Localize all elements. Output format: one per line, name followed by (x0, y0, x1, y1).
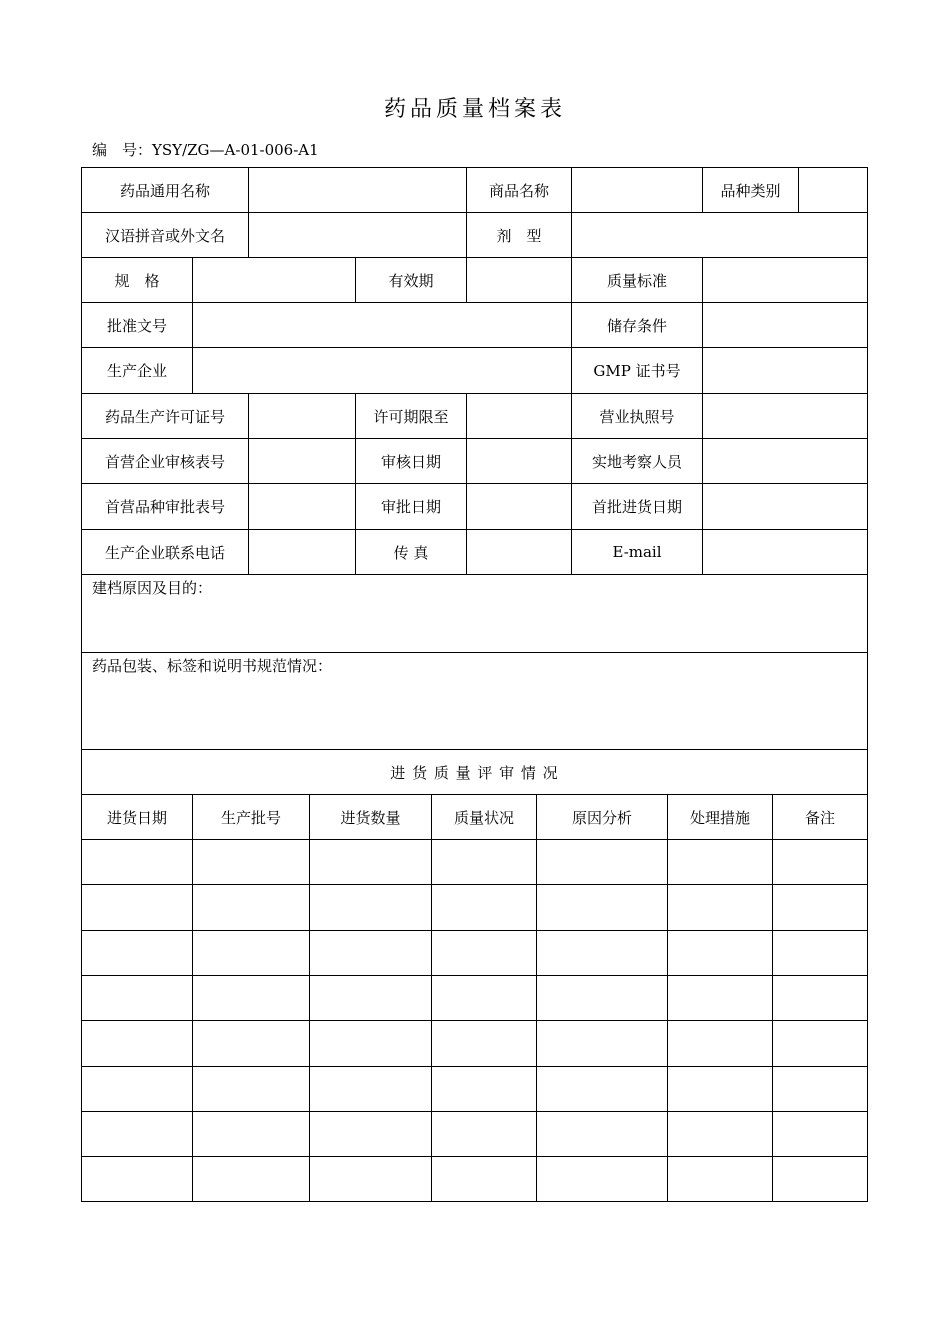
review-column-header: 处理措施 (689, 808, 750, 827)
review-column-header: 进货数量 (340, 808, 401, 827)
review-cell[interactable] (432, 840, 536, 884)
review-cell[interactable] (193, 1157, 309, 1201)
label-first-variety-approval-no: 首营品种审批表号 (104, 497, 225, 516)
field-variety-category[interactable] (799, 168, 867, 212)
field-review-date[interactable] (467, 439, 571, 483)
review-cell[interactable] (773, 931, 867, 975)
review-cell[interactable] (537, 1021, 667, 1066)
review-cell[interactable] (82, 840, 192, 884)
review-column-header: 质量状况 (453, 808, 514, 827)
review-cell[interactable] (310, 1157, 431, 1201)
review-cell[interactable] (432, 1112, 536, 1156)
label-variety-category: 品种类别 (720, 181, 781, 200)
document-number: 编 号：YSY/ZG—A-01-006-A1 (92, 141, 319, 159)
label-fax: 传 真 (393, 543, 429, 562)
field-trade-name[interactable] (572, 168, 702, 212)
review-cell[interactable] (537, 1067, 667, 1111)
review-cell[interactable] (537, 1157, 667, 1201)
review-column-header: 备注 (804, 808, 835, 827)
label-onsite-inspector: 实地考察人员 (591, 452, 682, 471)
review-cell[interactable] (537, 976, 667, 1020)
review-column-header: 原因分析 (571, 808, 632, 827)
review-cell[interactable] (82, 885, 192, 930)
review-cell[interactable] (432, 885, 536, 930)
label-packaging: 药品包装、标签和说明书规范情况： (92, 657, 333, 675)
label-approval-date: 审批日期 (380, 497, 441, 516)
review-cell[interactable] (432, 931, 536, 975)
review-cell[interactable] (310, 931, 431, 975)
review-cell[interactable] (668, 840, 772, 884)
grid-line (81, 1201, 868, 1202)
review-cell[interactable] (310, 885, 431, 930)
field-first-purchase-date[interactable] (703, 484, 867, 528)
review-cell[interactable] (82, 1067, 192, 1111)
review-cell[interactable] (668, 1067, 772, 1111)
field-email[interactable] (703, 530, 867, 574)
review-cell[interactable] (193, 1021, 309, 1066)
field-production-license-no[interactable] (249, 394, 355, 438)
review-cell[interactable] (310, 1067, 431, 1111)
label-pinyin-foreign-name: 汉语拼音或外文名 (104, 226, 225, 245)
label-gmp-cert-no: GMP 证书号 (593, 361, 681, 380)
label-email: E-mail (612, 543, 662, 561)
label-manufacturer: 生产企业 (106, 361, 167, 380)
label-manufacturer-phone: 生产企业联系电话 (104, 543, 225, 562)
review-cell[interactable] (82, 1157, 192, 1201)
review-cell[interactable] (668, 885, 772, 930)
review-cell[interactable] (432, 976, 536, 1020)
review-cell[interactable] (668, 931, 772, 975)
review-cell[interactable] (193, 1112, 309, 1156)
field-generic-name[interactable] (249, 168, 466, 212)
document-title: 药品质量档案表 (383, 97, 566, 122)
review-cell[interactable] (82, 1112, 192, 1156)
label-quality-standard: 质量标准 (606, 271, 667, 290)
review-column-header: 生产批号 (220, 808, 281, 827)
review-cell[interactable] (193, 976, 309, 1020)
label-production-license-no: 药品生产许可证号 (104, 407, 225, 426)
field-dosage-form[interactable] (572, 213, 867, 257)
field-quality-standard[interactable] (703, 258, 867, 302)
review-cell[interactable] (82, 1021, 192, 1066)
review-cell[interactable] (310, 976, 431, 1020)
field-pinyin-foreign-name[interactable] (249, 213, 466, 257)
review-cell[interactable] (310, 840, 431, 884)
review-cell[interactable] (537, 840, 667, 884)
review-cell[interactable] (432, 1021, 536, 1066)
review-cell[interactable] (773, 840, 867, 884)
review-cell[interactable] (668, 1112, 772, 1156)
label-business-license-no: 营业执照号 (599, 407, 675, 426)
review-cell[interactable] (773, 1021, 867, 1066)
review-cell[interactable] (432, 1067, 536, 1111)
label-storage-conditions: 储存条件 (606, 316, 667, 335)
field-onsite-inspector[interactable] (703, 439, 867, 483)
review-cell[interactable] (537, 931, 667, 975)
review-cell[interactable] (668, 1157, 772, 1201)
review-cell[interactable] (773, 1067, 867, 1111)
label-specification: 规 格 (114, 271, 160, 290)
review-cell[interactable] (773, 1157, 867, 1201)
label-first-enterprise-review-no: 首营企业审核表号 (104, 452, 225, 471)
grid-line (867, 167, 868, 1202)
field-manufacturer[interactable] (193, 348, 571, 392)
review-cell[interactable] (432, 1157, 536, 1201)
label-dosage-form: 剂 型 (496, 226, 542, 245)
label-license-valid-until: 许可期限至 (373, 407, 449, 426)
field-first-variety-approval-no[interactable] (249, 484, 355, 528)
field-approval-number[interactable] (193, 303, 571, 347)
label-purpose: 建档原因及目的： (92, 579, 213, 597)
review-column-header: 进货日期 (106, 808, 167, 827)
review-cell[interactable] (193, 1067, 309, 1111)
field-business-license-no[interactable] (703, 394, 867, 438)
review-cell[interactable] (193, 885, 309, 930)
review-cell[interactable] (310, 1021, 431, 1066)
review-cell[interactable] (668, 976, 772, 1020)
field-approval-date[interactable] (467, 484, 571, 528)
review-section-title: 进 货 质 量 评 审 情 况 (390, 763, 559, 782)
review-cell[interactable] (82, 976, 192, 1020)
label-trade-name: 商品名称 (488, 181, 549, 200)
field-gmp-cert-no[interactable] (703, 348, 867, 392)
review-cell[interactable] (193, 931, 309, 975)
field-storage-conditions[interactable] (703, 303, 867, 347)
field-fax[interactable] (467, 530, 571, 574)
field-specification[interactable] (193, 258, 355, 302)
review-cell[interactable] (82, 931, 192, 975)
review-cell[interactable] (537, 885, 667, 930)
label-generic-name: 药品通用名称 (119, 181, 210, 200)
label-review-date: 审核日期 (380, 452, 441, 471)
review-cell[interactable] (773, 1112, 867, 1156)
review-cell[interactable] (537, 1112, 667, 1156)
review-cell[interactable] (310, 1112, 431, 1156)
field-validity[interactable] (467, 258, 571, 302)
grid-line (81, 574, 868, 575)
grid-line (81, 652, 868, 653)
label-approval-number: 批准文号 (106, 316, 167, 335)
review-cell[interactable] (773, 885, 867, 930)
review-cell[interactable] (193, 840, 309, 884)
review-cell[interactable] (668, 1021, 772, 1066)
field-license-valid-until[interactable] (467, 394, 571, 438)
field-first-enterprise-review-no[interactable] (249, 439, 355, 483)
label-first-purchase-date: 首批进货日期 (591, 497, 682, 516)
review-cell[interactable] (773, 976, 867, 1020)
label-validity: 有效期 (388, 271, 434, 290)
field-manufacturer-phone[interactable] (249, 530, 355, 574)
